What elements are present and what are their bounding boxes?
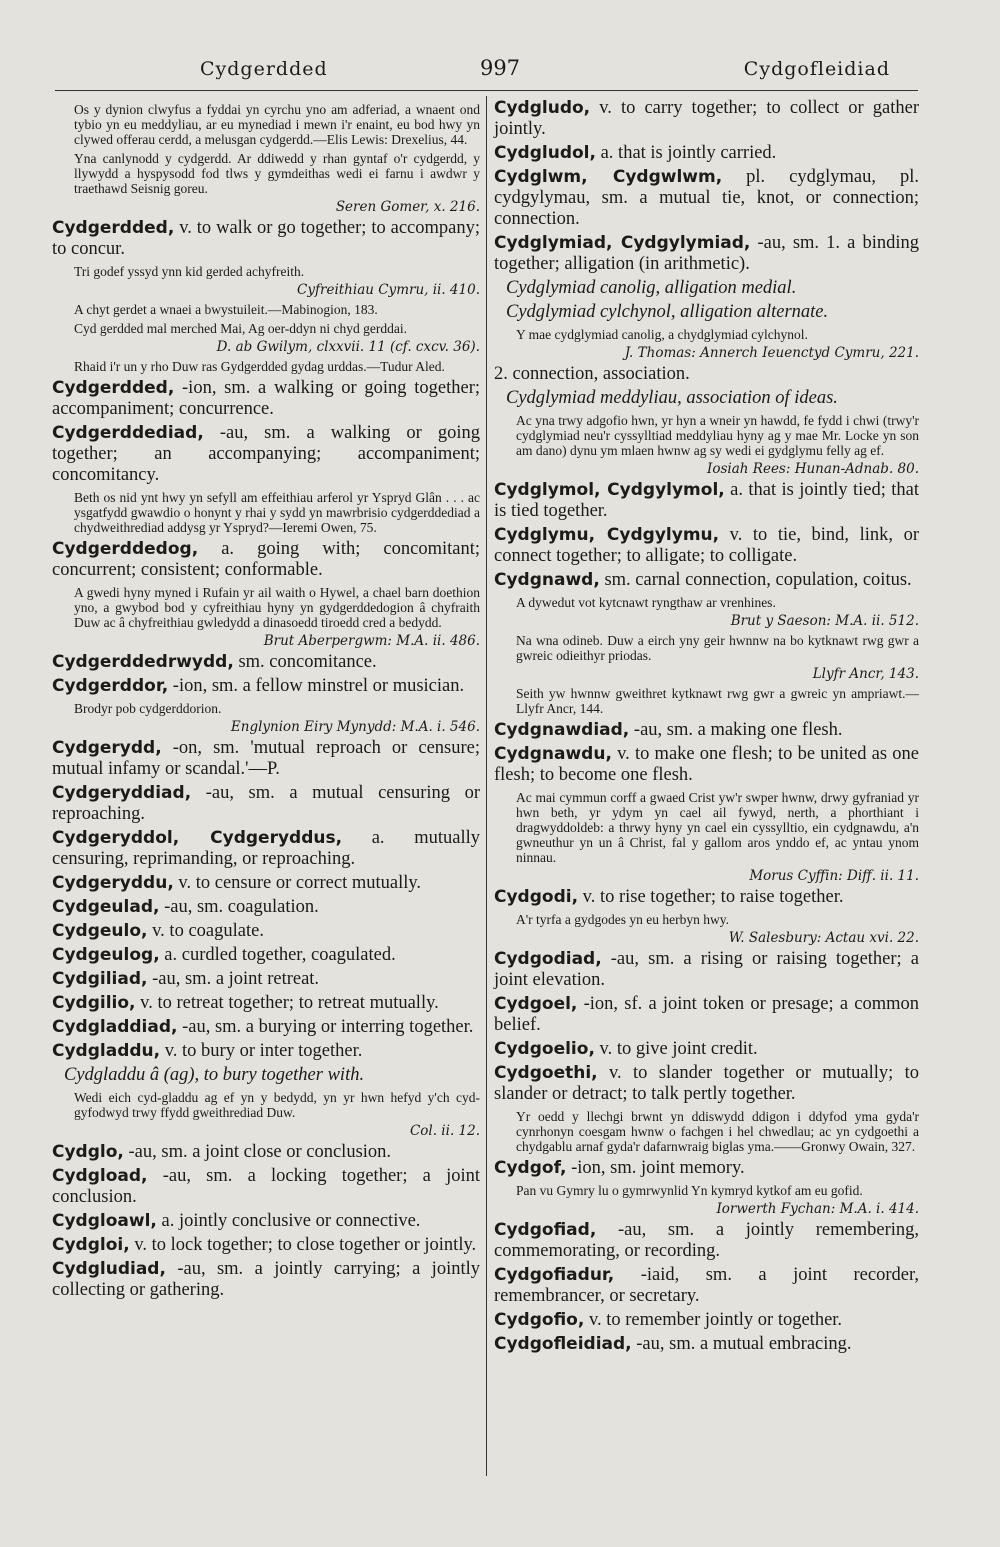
quotation-citation: Iosiah Rees: Hunan-Adnab. 80. <box>707 461 919 477</box>
entry-quotation: Y mae cydglymiad canolig, a chydglymiad cylchynol. <box>516 327 808 342</box>
page-header <box>40 52 960 86</box>
entry-headword: Cydgoel, <box>494 994 578 1014</box>
entry-headword: Cydgludol, <box>494 143 596 163</box>
page-number: 997 <box>479 56 521 80</box>
dictionary-entry <box>494 233 919 275</box>
entry-subsense: Cydglymiad cylchynol, alligation alternate. <box>506 302 829 322</box>
entry-definition: a. that is jointly tied; that is tied together. <box>494 480 919 521</box>
entry-definition: -au, sm. a burying or interring together. <box>177 1017 474 1037</box>
entry-definition: -on, sm. 'mutual reproach or censure; mutual infamy or scandal.'—P. <box>52 738 480 779</box>
entry-definition: -au, sm. a joint retreat. <box>147 969 320 989</box>
entry-definition: -au, sm. 1. a binding together; alligation (in arithmetic). <box>494 233 919 274</box>
entry-definition: -ion, sf. a joint token or presage; a common belief. <box>494 994 919 1035</box>
entry-quotation: A gwedi hyny myned i Rufain yr ail waith o Hywel, a chael barn doethion yno, a gwybod bod y cyfreithiau hyny yn gydgerddedogion â chyfraith Duw ac â chyfreithiau gwledydd a dinasoedd tiroedd cred a bedydd. <box>74 585 480 630</box>
entry-subsense: Cydgladdu â (ag), to bury together with. <box>64 1065 365 1085</box>
dictionary-entry <box>494 1220 919 1262</box>
entry-headword: Cydgof, <box>494 1158 567 1178</box>
entry-headword: Cydgodi, <box>494 887 579 907</box>
dictionary-entry <box>494 994 919 1036</box>
dictionary-entry <box>52 1017 480 1038</box>
entry-headword: Cydgoethi, <box>494 1063 598 1083</box>
dictionary-entry <box>52 897 480 918</box>
dictionary-entry <box>494 480 919 522</box>
entry-headword: Cydglo, <box>52 1142 124 1162</box>
entry-subsense: Cydglymiad meddyliau, association of ideas. <box>506 388 838 408</box>
entry-headword: Cydgeryddu, <box>52 873 174 893</box>
entry-headword: Cydglymu, Cydgylymu, <box>494 525 720 545</box>
entry-definition: a. mutually censuring, reprimanding, or reproaching. <box>52 828 480 869</box>
entry-headword: Cydgnawdiad, <box>494 720 630 740</box>
entry-definition: v. to remember jointly or together. <box>584 1310 843 1330</box>
entry-headword: Cydgludo, <box>494 98 591 118</box>
dictionary-entry <box>494 143 919 164</box>
entry-quotation: A chyt gerdet a wnaei a bwystuileit.—Mabinogion, 183. <box>74 302 378 317</box>
entry-headword: Cydgerddor, <box>52 676 169 696</box>
entry-headword: Cydgloawl, <box>52 1211 157 1231</box>
entry-headword: Cydgofiad, <box>494 1220 597 1240</box>
entry-headword: Cydglymol, Cydgylymol, <box>494 480 725 500</box>
dictionary-entry <box>52 738 480 780</box>
entry-definition: a. going with; concomitant; concurrent; consistent; conformable. <box>52 539 480 580</box>
entry-definition: -au, sm. a walking or going together; an accompanying; accompaniment; concomitancy. <box>52 423 480 485</box>
entry-quotation: A dywedut vot kytcnawt ryngthaw ar vrenhines. <box>516 595 776 610</box>
entry-headword: Cydgerdded, <box>52 378 175 398</box>
entry-headword: Cydgilio, <box>52 993 136 1013</box>
quotation-citation: Cyfreithiau Cymru, ii. 410. <box>297 282 480 298</box>
entry-definition: a. that is jointly carried. <box>595 143 777 163</box>
quotation-citation: Llyfr Ancr, 143. <box>812 666 919 682</box>
dictionary-entry <box>52 1166 480 1208</box>
entry-headword: Cydgerddedrwydd, <box>52 652 234 672</box>
entry-headword: Cydgladdiad, <box>52 1017 178 1037</box>
entry-definition: v. to walk or go together; to accompany; to concur. <box>52 218 480 259</box>
dictionary-entry <box>52 1041 480 1062</box>
entry-definition: -au, sm. a joint close or conclusion. <box>123 1142 392 1162</box>
entry-definition: v. to give joint credit. <box>594 1039 758 1059</box>
dictionary-entry <box>52 783 480 825</box>
entry-headword: Cydgeryddiad, <box>52 783 192 803</box>
entry-headword: Cydglwm, Cydgwlwm, <box>494 167 723 187</box>
header-right-word: Cydgofleidiad <box>743 58 890 80</box>
entry-headword: Cydgladdu, <box>52 1041 161 1061</box>
entry-headword: Cydgerddediad, <box>52 423 204 443</box>
entry-quotation: Cyd gerdded mal merched Mai, Ag oer-ddyn ni chyd gerddai. <box>74 321 408 336</box>
entry-quotation: Yna canlynodd y cydgerdd. Ar ddiwedd y rhan gyntaf o'r cydgerdd, y llywydd a hyspysodd fod tlws y gymdeithas wedi ei farnu i awdwr y traethawd Seisnig goreu. <box>74 151 480 196</box>
entry-headword: Cydgofiadur, <box>494 1265 615 1285</box>
header-left-word: Cydgerdded <box>200 58 328 80</box>
quotation-citation: Iorwerth Fychan: M.A. i. 414. <box>716 1201 919 1217</box>
entry-headword: Cydgeryddol, Cydgeryddus, <box>52 828 343 848</box>
entry-headword: Cydgludiad, <box>52 1259 166 1279</box>
dictionary-entry <box>494 1158 919 1179</box>
quotation-citation: Col. ii. 12. <box>409 1123 480 1139</box>
entry-definition: v. to coagulate. <box>147 921 264 941</box>
entry-headword: Cydgnawd, <box>494 570 600 590</box>
entry-quotation: Wedi eich cyd-gladdu ag ef yn y bedydd, yn yr hwn hefyd y'ch cyd-gyfodwyd trwy ffydd gweithrediad Duw. <box>74 1090 480 1120</box>
dictionary-entry <box>52 1142 480 1163</box>
dictionary-entry <box>52 539 480 581</box>
dictionary-entry <box>52 828 480 870</box>
entry-definition: sm. concomitance. <box>233 652 377 672</box>
entry-definition: v. to tie, bind, link, or connect together; to alligate; to colligate. <box>494 525 919 566</box>
dictionary-entry <box>494 570 919 591</box>
entry-headword: Cydgerydd, <box>52 738 162 758</box>
column-divider <box>486 96 487 1476</box>
entry-definition: v. to lock together; to close together or jointly. <box>129 1235 477 1255</box>
entry-definition: -au, sm. a rising or raising together; a joint elevation. <box>494 949 919 990</box>
entry-headword: Cydgeulo, <box>52 921 148 941</box>
dictionary-entry <box>494 1334 919 1355</box>
entry-quotation: Seith yw hwnnw gweithret kytknawt rwg gwr a gwreic yn ampriawt.—Llyfr Ancr, 144. <box>516 686 919 716</box>
entry-definition: v. to censure or correct mutually. <box>173 873 422 893</box>
entry-definition: v. to slander together or mutually; to slander or detract; to talk pertly together. <box>494 1063 919 1104</box>
entry-headword: Cydgerdded, <box>52 218 175 238</box>
entry-quotation: Tri godef yssyd ynn kid gerded achyfreith. <box>74 264 305 279</box>
dictionary-entry <box>494 98 919 140</box>
entry-definition: sm. carnal connection, copulation, coitus. <box>599 570 912 590</box>
right-column <box>494 98 919 1358</box>
entry-quotation: Ac mai cymmun corff a gwaed Crist yw'r swper hwnw, drwy gyfraniad yr hwn beth, yr ydym yn cael ail fywyd, nerth, a phorthiant i dragwyddoldeb: a thrwy hyny yn cael ein cyssylltio, ein cydgnawdu, a'n gwneuthur yn un â Christ, fal y gallom aros ynddo ef, ac yntau ynom ninnau. <box>516 790 919 865</box>
entry-definition: v. to make one flesh; to be united as one flesh; to become one flesh. <box>494 744 919 785</box>
quotation-citation: D. ab Gwilym, clxxvii. 11 (cf. cxcv. 36). <box>216 339 480 355</box>
entry-quotation: Yr oedd y llechgi brwnt yn ddiswydd ddigon i ddyfod yma gyda'r cynrhonyn coesgam hwnw o fachgen i hel chwedlau; ac yn cydgoethi a chydgablu arnaf gyda'r dafarnwraig biglas yma.——Gronwy Owain, 327. <box>516 1109 919 1154</box>
quotation-citation: Seren Gomer, x. 216. <box>335 199 480 215</box>
entry-headword: Cydgofio, <box>494 1310 585 1330</box>
entry-headword: Cydgload, <box>52 1166 148 1186</box>
entry-headword: Cydgiliad, <box>52 969 148 989</box>
dictionary-entry <box>494 744 919 786</box>
entry-headword: Cydgeulog, <box>52 945 160 965</box>
dictionary-entry <box>52 873 480 894</box>
dictionary-entry <box>494 1310 919 1331</box>
entry-definition: -ion, sm. a walking or going together; accompaniment; concurrence. <box>52 378 480 419</box>
dictionary-entry <box>52 378 480 420</box>
entry-definition: pl. cydglymau, pl. cydgylymau, sm. a mutual tie, knot, or connection; connection. <box>494 167 919 229</box>
entry-quotation: Beth os nid ynt hwy yn sefyll am effeithiau arferol yr Yspryd Glân . . . ac ysgatfydd gwawdio o honynt y rhai y sydd yn mawrbrisio cydgerddediad a chydweithrediad addysg yr Yspryd?—Ieremi Owen, 75. <box>74 490 480 535</box>
entry-quotation: Brodyr pob cydgerddorion. <box>74 701 222 716</box>
dictionary-entry <box>52 652 480 673</box>
dictionary-entry <box>52 676 480 697</box>
entry-definition: v. to retreat together; to retreat mutually. <box>135 993 439 1013</box>
entry-quotation: Ac yna trwy adgofio hwn, yr hyn a wneir yn hawdd, fe fydd i chwi (trwy'r cydglymiad neu'r cyssylltiad meddyliau hyny ag y mae Mr. Locke yn son am dano) dynu ym mlaen hwnw ag sy wedi ei gydglymu felly ag ef. <box>516 413 919 458</box>
dictionary-entry <box>52 945 480 966</box>
entry-headword: Cydgeulad, <box>52 897 160 917</box>
entry-definition: -iaid, sm. a joint recorder, remembrancer, or secretary. <box>494 1265 919 1306</box>
dictionary-entry <box>52 218 480 260</box>
entry-headword: Cydgodiad, <box>494 949 602 969</box>
entry-headword: Cydgerddedog, <box>52 539 199 559</box>
entry-definition: -au, sm. a jointly carrying; a jointly collecting or gathering. <box>52 1259 480 1300</box>
entry-headword: Cydgnawdu, <box>494 744 612 764</box>
header-rule <box>55 90 918 91</box>
entry-subsense: Cydglymiad canolig, alligation medial. <box>506 278 797 298</box>
entry-definition: v. to carry together; to collect or gather jointly. <box>494 98 919 139</box>
quotation-citation: Englynion Eiry Mynydd: M.A. i. 546. <box>230 719 480 735</box>
entry-quotation: Na wna odineb. Duw a eirch yny geir hwnnw na bo kytknawt rwg gwr a gwreic odieithyr priodas. <box>516 633 919 663</box>
entry-definition: -au, sm. a mutual embracing. <box>631 1334 852 1354</box>
dictionary-entry <box>52 1211 480 1232</box>
dictionary-entry <box>52 993 480 1014</box>
entry-headword: Cydgofleidiad, <box>494 1334 632 1354</box>
entry-headword: Cydglymiad, Cydgylymiad, <box>494 233 751 253</box>
dictionary-entry <box>494 1265 919 1307</box>
entry-definition: a. jointly conclusive or connective. <box>156 1211 421 1231</box>
entry-quotation: Rhaid i'r un y rho Duw ras Gydgerdded gydag urddas.—Tudur Aled. <box>74 359 445 374</box>
quotation-citation: J. Thomas: Annerch Ieuenctyd Cymru, 221. <box>624 345 919 361</box>
entry-definition: -ion, sm. a fellow minstrel or musician. <box>168 676 465 696</box>
dictionary-entry <box>52 969 480 990</box>
dictionary-entry <box>494 720 919 741</box>
entry-headword: Cydgoelio, <box>494 1039 595 1059</box>
entry-definition: -au, sm. a making one flesh. <box>629 720 843 740</box>
quotation-citation: Brut Aberpergwm: M.A. ii. 486. <box>263 633 480 649</box>
entry-definition: -au, sm. coagulation. <box>159 897 319 917</box>
entry-sense: 2. connection, association. <box>494 364 690 384</box>
entry-definition: v. to bury or inter together. <box>160 1041 363 1061</box>
entry-definition: v. to rise together; to raise together. <box>578 887 844 907</box>
entry-definition: -au, sm. a mutual censuring or reproaching. <box>52 783 480 824</box>
entry-definition: -ion, sm. joint memory. <box>566 1158 745 1178</box>
left-column <box>52 98 480 1304</box>
dictionary-entry <box>494 167 919 230</box>
entry-definition: -au, sm. a locking together; a joint conclusion. <box>52 1166 480 1207</box>
entry-quotation: Pan vu Gymry lu o gymrwynlid Yn kymryd kytkof am eu gofid. <box>516 1183 863 1198</box>
quotation-citation: W. Salesbury: Actau xvi. 22. <box>728 930 919 946</box>
dictionary-entry <box>52 423 480 486</box>
dictionary-entry <box>494 1039 919 1060</box>
dictionary-entry <box>494 949 919 991</box>
quotation-citation: Brut y Saeson: M.A. ii. 512. <box>730 613 919 629</box>
dictionary-entry <box>52 1259 480 1301</box>
dictionary-entry <box>52 921 480 942</box>
dictionary-entry <box>494 887 919 908</box>
dictionary-entry <box>52 1235 480 1256</box>
quotation-citation: Morus Cyffin: Diff. ii. 11. <box>749 868 919 884</box>
entry-quotation: A'r tyrfa a gydgodes yn eu herbyn hwy. <box>516 912 730 927</box>
dictionary-entry <box>494 1063 919 1105</box>
entry-definition: a. curdled together, coagulated. <box>159 945 396 965</box>
entry-quotation: Os y dynion clwyfus a fyddai yn cyrchu yno am adferiad, a wnaent ond tybio yn eu meddyliau, ar eu mynediad i mewn i'r enaint, eu bod hwy yn clywed offerau cerdd, a melusgan cydgerdd.—Elis Lewis: Drexelius, 44. <box>74 102 480 147</box>
entry-definition: -au, sm. a jointly remembering, commemorating, or recording. <box>494 1220 919 1261</box>
dictionary-entry <box>494 525 919 567</box>
entry-headword: Cydgloi, <box>52 1235 130 1255</box>
